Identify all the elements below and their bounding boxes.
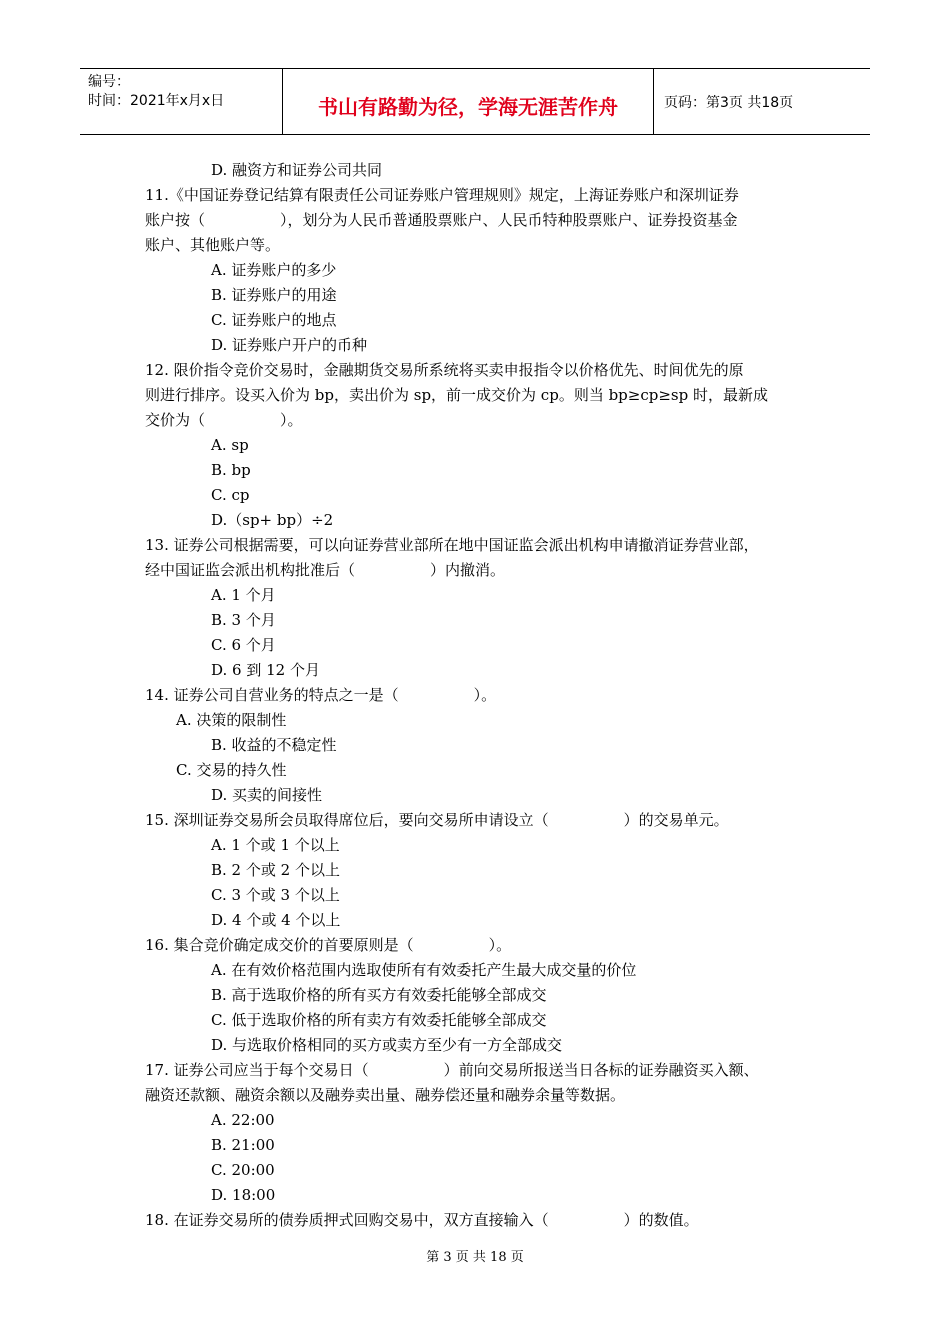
option-line: B. 高于选取价格的所有买方有效委托能够全部成交 xyxy=(211,986,547,1004)
header-motto-cell xyxy=(282,69,654,134)
option-line: B. 3 个月 xyxy=(211,611,276,629)
text-line: 交价为（ ）。 xyxy=(145,411,303,429)
option-line: A. 1 个或 1 个以上 xyxy=(211,836,340,854)
option-line: B. 2 个或 2 个以上 xyxy=(211,861,340,879)
option-line: D. 买卖的间接性 xyxy=(211,786,323,804)
header-info-cell xyxy=(80,69,282,134)
option-line: D. 6 到 12 个月 xyxy=(211,661,320,679)
time-label: 时间：2021年x月x日 xyxy=(88,93,225,109)
option-line: C. 低于选取价格的所有卖方有效委托能够全部成交 xyxy=(211,1011,547,1029)
option-line: A. sp xyxy=(211,436,249,454)
question-14: 14. 证券公司自营业务的特点之一是（ ）。 xyxy=(145,686,497,704)
option-line: D. 18:00 xyxy=(211,1186,276,1204)
question-16: 16. 集合竞价确定成交价的首要原则是（ ）。 xyxy=(145,936,512,954)
document-body xyxy=(145,158,825,1233)
option-line: D. 证券账户开户的币种 xyxy=(211,336,368,354)
option-line: D.（sp+ bp）÷2 xyxy=(211,511,334,529)
question-12: 12. 限价指令竞价交易时，金融期货交易所系统将买卖申报指令以价格优先、时间优先的原 xyxy=(145,361,744,379)
option-line: A. 在有效价格范围内选取使所有有效委托产生最大成交量的价位 xyxy=(211,961,637,979)
option-line: C. 3 个或 3 个以上 xyxy=(211,886,340,904)
option-line: C. 20:00 xyxy=(211,1161,275,1179)
motto: 书山有路勤为径，学海无涯苦作舟 xyxy=(318,95,618,119)
option-line: B. 收益的不稳定性 xyxy=(211,736,337,754)
question-17: 17. 证券公司应当于每个交易日（ ）前向交易所报送当日各标的证券融资买入额、 xyxy=(145,1061,759,1079)
option-line: C. 6 个月 xyxy=(211,636,276,654)
text-line: 账户按（ ），划分为人民币普通股票账户、人民币特种股票账户、证券投资基金 xyxy=(145,211,738,229)
option-line: B. 21:00 xyxy=(211,1136,275,1154)
text-line: 则进行排序。设买入价为 bp，卖出价为 sp，前一成交价为 cp。则当 bp≥cp≥sp 时，最新成 xyxy=(145,386,768,404)
page-label: 页码：第3页 共18页 xyxy=(664,95,794,111)
option-line: A. 证券账户的多少 xyxy=(211,261,337,279)
option-line: A. 22:00 xyxy=(211,1111,275,1129)
header-page-cell xyxy=(654,69,870,134)
option-line: B. bp xyxy=(211,461,251,479)
question-18: 18. 在证券交易所的债券质押式回购交易中，双方直接输入（ ）的数值。 xyxy=(145,1211,699,1229)
question-15: 15. 深圳证券交易所会员取得席位后，要向交易所申请设立（ ）的交易单元。 xyxy=(145,811,729,829)
text-line: D. 融资方和证券公司共同 xyxy=(211,161,383,179)
serial-label: 编号： xyxy=(88,74,130,90)
option-line: C. cp xyxy=(211,486,250,504)
option-line: A. 决策的限制性 xyxy=(176,711,287,729)
option-line: D. 与选取价格相同的买方或卖方至少有一方全部成交 xyxy=(211,1036,563,1054)
question-13: 13. 证券公司根据需要，可以向证券营业部所在地中国证监会派出机构申请撤消证券营业部， xyxy=(145,536,759,554)
question-11: 11.《中国证券登记结算有限责任公司证券账户管理规则》规定，上海证券账户和深圳证券 xyxy=(145,186,739,204)
option-line: A. 1 个月 xyxy=(211,586,276,604)
page-footer: 第 3 页 共 18 页 xyxy=(426,1250,524,1265)
option-line: C. 交易的持久性 xyxy=(176,761,287,779)
text-line: 融资还款额、融资余额以及融券卖出量、融券偿还量和融券余量等数据。 xyxy=(145,1086,626,1104)
text-line: 经中国证监会派出机构批准后（ ）内撤消。 xyxy=(145,561,506,579)
option-line: C. 证券账户的地点 xyxy=(211,311,337,329)
page-header xyxy=(80,68,870,135)
text-line: 账户、其他账户等。 xyxy=(145,236,281,254)
option-line: B. 证券账户的用途 xyxy=(211,286,337,304)
option-line: D. 4 个或 4 个以上 xyxy=(211,911,341,929)
